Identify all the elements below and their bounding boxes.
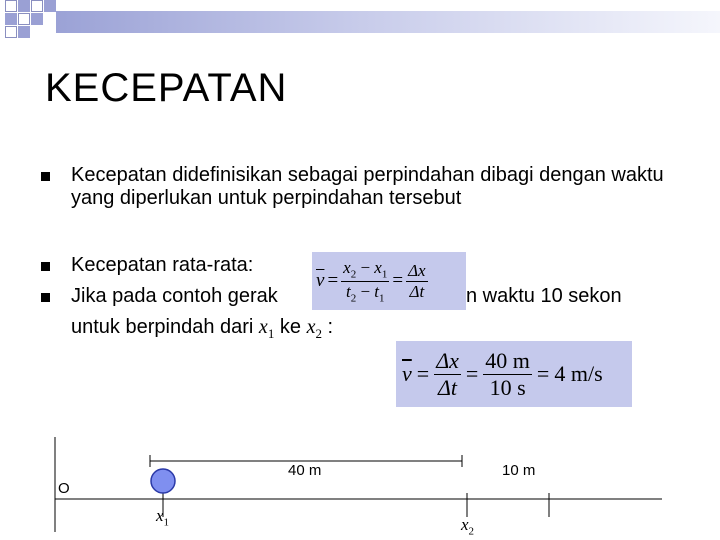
bullet-example-part1: Jika pada contoh gerak	[71, 285, 278, 307]
line2-colon: :	[327, 316, 334, 338]
bullet-example-part2: n waktu 10 sekon	[466, 285, 622, 307]
x1-position-label: $x_1$	[156, 506, 170, 529]
distance-label-40m: 40 m	[288, 462, 322, 479]
slide-title: KECEPATAN	[45, 66, 288, 110]
eq1-fraction: $\frac{x_2 - x_1}{t_2 - t_1}$	[343, 258, 388, 304]
eq1-v: $\overline{v}$	[316, 270, 325, 291]
eq2-equals-2: =	[465, 361, 479, 386]
eq2-equals: =	[416, 361, 430, 386]
var-x2: $x_2$	[306, 316, 322, 341]
line2-text-a: untuk berpindah dari	[71, 316, 254, 338]
origin-label: O	[58, 480, 70, 497]
distance-label-10m: 10 m	[502, 462, 536, 479]
bullet-average-velocity: Kecepatan rata-rata:	[71, 254, 254, 276]
line2-text-b: ke	[279, 316, 301, 338]
eq2-equals-3: =	[536, 361, 550, 386]
moving-object-ball	[151, 469, 175, 493]
eq1-delta-fraction: $\frac{\Delta x}{\Delta t}$	[408, 260, 426, 301]
eq2-v: $\overline{v}$	[402, 361, 412, 386]
eq2-value-fraction: $\frac{40 m}{10 s}$	[485, 347, 530, 400]
eq1-equals: =	[327, 270, 339, 291]
var-x1: $x_1$	[258, 316, 275, 341]
eq1-equals-2: =	[392, 270, 404, 291]
x2-position-label: $x_2$	[461, 515, 475, 538]
eq2-result: 4 m/s	[554, 361, 603, 386]
eq2-delta-fraction: $\frac{\Delta x}{\Delta t}$	[436, 347, 459, 400]
bullet-definition: Kecepatan didefinisikan sebagai perpindahan dibagi dengan waktu yang diperlukan untuk perpindahan tersebut	[71, 164, 664, 209]
